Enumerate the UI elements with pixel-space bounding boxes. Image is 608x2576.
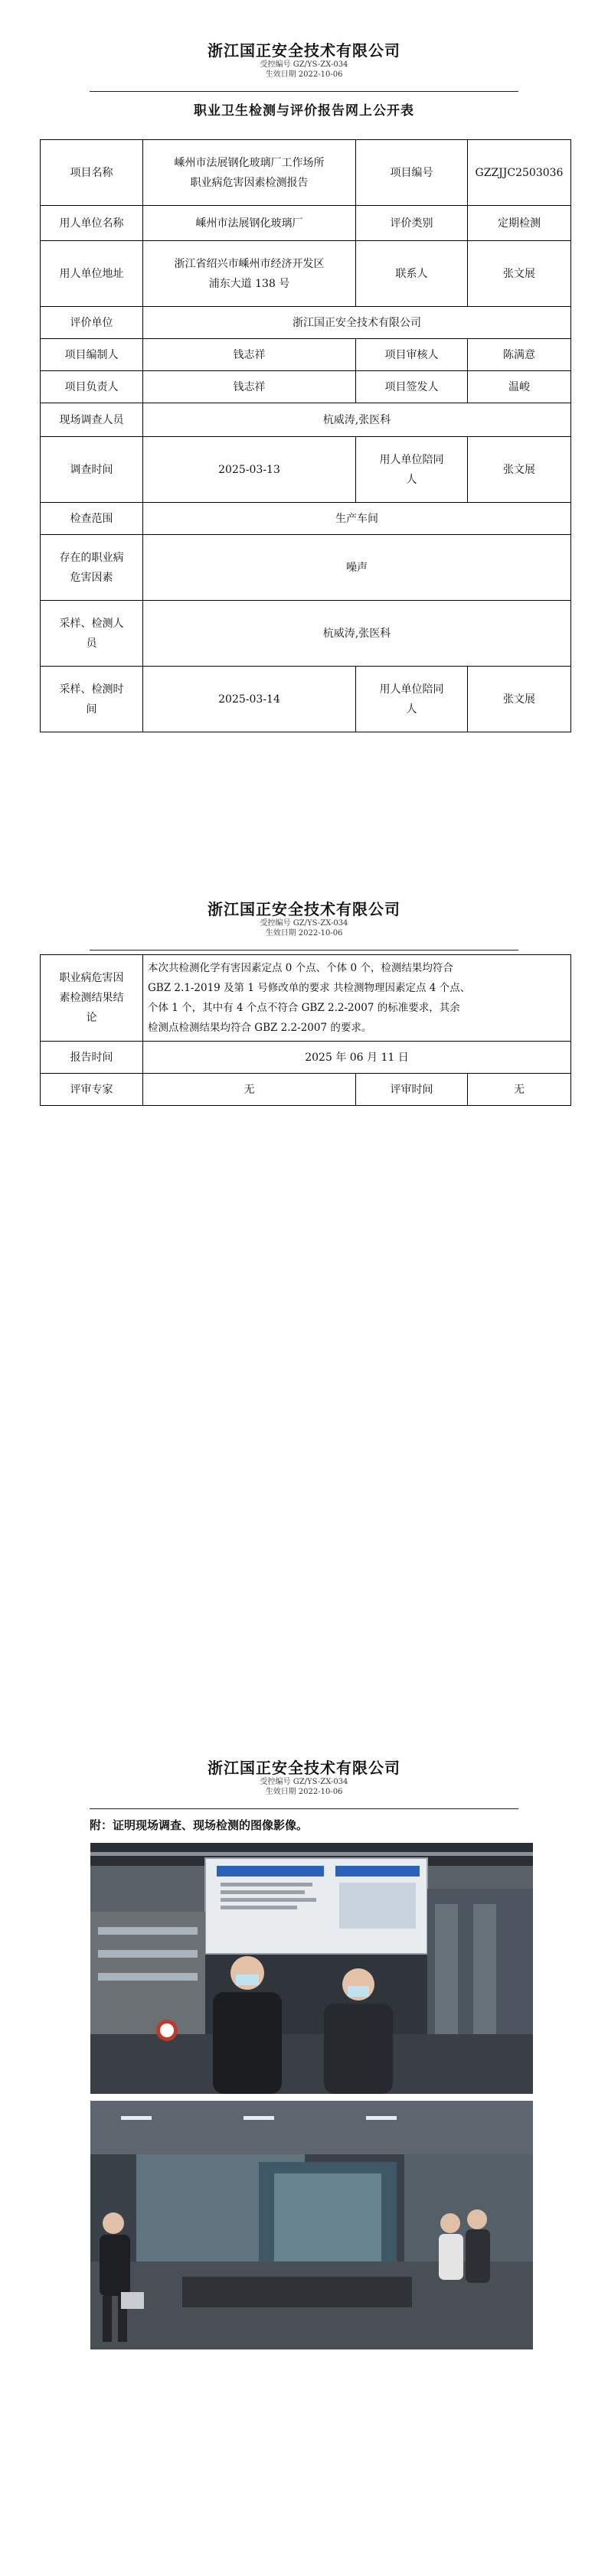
project-no-label: 项目编号	[356, 140, 468, 206]
page-header-2	[0, 900, 608, 938]
effective-date: 生效日期 2022-10-06	[265, 70, 343, 79]
table-row	[41, 140, 571, 206]
project-name-value	[143, 140, 356, 206]
site-survey-photo	[90, 1843, 533, 2094]
table-row	[41, 307, 571, 339]
conclusion-label-line: 职业病危害因	[59, 972, 124, 984]
table-row	[41, 437, 571, 503]
escort-label	[356, 437, 468, 503]
effective-date: 生效日期 2022-10-06	[265, 1788, 343, 1796]
page-title: 职业卫生检测与评价报告网上公开表	[194, 103, 414, 119]
address-label: 用人单位地址	[41, 241, 143, 307]
escort-label-line: 人	[406, 473, 417, 486]
control-number: 受控编号 GZ/YS-ZX-034	[260, 60, 348, 69]
samplers-label	[41, 601, 143, 667]
project-name-line: 嵊州市法展钢化玻璃厂工作场所	[174, 156, 325, 169]
survey-time-value: 2025-03-13	[143, 437, 356, 503]
review-time-value: 无	[468, 1074, 571, 1106]
hazards-label-line: 危害因素	[70, 571, 113, 584]
eval-unit-label: 评价单位	[41, 307, 143, 339]
reviewer-label: 项目审核人	[356, 339, 468, 371]
address-line: 浙江省绍兴市嵊州市经济开发区	[174, 257, 325, 270]
escort-value: 张文展	[468, 667, 571, 732]
header-rule	[90, 91, 518, 92]
conclusion-line: 检测点检测结果均符合 GBZ 2.2-2007 的要求。	[148, 1022, 372, 1034]
scope-value: 生产车间	[143, 503, 571, 535]
table-row	[41, 503, 571, 535]
review-time-label: 评审时间	[356, 1074, 468, 1106]
eval-type-label: 评价类别	[356, 206, 468, 241]
table-row	[41, 955, 571, 1042]
project-no-value: GZZJJC2503036	[468, 140, 571, 206]
table-row	[41, 535, 571, 601]
sampling-time-label-line: 采样、检测时	[59, 683, 124, 696]
sampling-time-label-line: 间	[86, 703, 97, 716]
table-row	[41, 241, 571, 307]
company-name: 浙江国正安全技术有限公司	[208, 1759, 400, 1777]
table-row	[41, 339, 571, 371]
samplers-value: 杭威涛,张医科	[143, 601, 571, 667]
escort-label-line: 用人单位陪同	[379, 683, 444, 696]
eval-type-value: 定期检测	[468, 206, 571, 241]
header-rule	[90, 950, 518, 951]
samplers-label-line: 采样、检测人	[59, 617, 124, 630]
contact-value: 张文展	[468, 241, 571, 307]
sampling-time-label	[41, 667, 143, 732]
escort-label-line: 人	[406, 703, 417, 716]
table-row	[41, 667, 571, 732]
conclusion-label-line: 素检测结果结	[59, 992, 124, 1004]
conclusion-line: 个体 1 个，其中有 4 个点不符合 GBZ 2.2-2007 的标准要求，其余	[148, 1002, 460, 1014]
company-name: 浙江国正安全技术有限公司	[208, 41, 400, 60]
conclusion-table	[40, 954, 571, 1106]
hazards-value: 噪声	[143, 535, 571, 601]
employer-value: 嵊州市法展钢化玻璃厂	[143, 206, 356, 241]
company-name: 浙江国正安全技术有限公司	[208, 900, 400, 918]
contact-label: 联系人	[356, 241, 468, 307]
attachment-note: 附：证明现场调查、现场检测的图像影像。	[90, 1818, 309, 1832]
escort-value: 张文展	[468, 437, 571, 503]
sampling-time-value: 2025-03-14	[143, 667, 356, 732]
conclusion-line: 本次共检测化学有害因素定点 0 个点、个体 0 个，检测结果均符合	[148, 962, 453, 974]
survey-time-label: 调查时间	[41, 437, 143, 503]
escort-label	[356, 667, 468, 732]
site-sampling-photo	[90, 2101, 533, 2349]
expert-label: 评审专家	[41, 1074, 143, 1106]
header-rule	[90, 1808, 518, 1809]
eval-unit-value: 浙江国正安全技术有限公司	[143, 307, 571, 339]
compiler-label: 项目编制人	[41, 339, 143, 371]
scope-label: 检查范围	[41, 503, 143, 535]
control-number: 受控编号 GZ/YS-ZX-034	[260, 1778, 348, 1786]
conclusion-line: GBZ 2.1-2019 及第 1 号修改单的要求 共检测物理因素定点 4 个点、	[148, 982, 471, 994]
table-row	[41, 403, 571, 437]
employer-label: 用人单位名称	[41, 206, 143, 241]
table-row	[41, 1042, 571, 1074]
hazards-label-line: 存在的职业病	[59, 551, 124, 564]
conclusion-label-line: 论	[86, 1012, 97, 1024]
hazards-label	[41, 535, 143, 601]
issuer-label: 项目签发人	[356, 371, 468, 403]
report-time-value: 2025 年 06 月 11 日	[143, 1042, 571, 1074]
address-line: 浦东大道 138 号	[208, 277, 290, 290]
expert-value: 无	[143, 1074, 356, 1106]
info-table	[40, 139, 571, 732]
table-row	[41, 206, 571, 241]
investigators-value: 杭威涛,张医科	[143, 403, 571, 437]
project-name-label: 项目名称	[41, 140, 143, 206]
table-row	[41, 1074, 571, 1106]
project-name-line: 职业病危害因素检测报告	[190, 176, 309, 189]
escort-label-line: 用人单位陪同	[379, 453, 444, 466]
table-row	[41, 371, 571, 403]
effective-date: 生效日期 2022-10-06	[265, 929, 343, 937]
investigators-label: 现场调查人员	[41, 403, 143, 437]
samplers-label-line: 员	[86, 637, 97, 650]
report-time-label: 报告时间	[41, 1042, 143, 1074]
table-row	[41, 601, 571, 667]
reviewer-value: 陈满意	[468, 339, 571, 371]
compiler-value: 钱志祥	[143, 339, 356, 371]
page-header-3	[0, 1759, 608, 1797]
leader-label: 项目负责人	[41, 371, 143, 403]
page-header-1	[0, 41, 608, 80]
conclusion-text	[143, 955, 571, 1042]
conclusion-label	[41, 955, 143, 1042]
leader-value: 钱志祥	[143, 371, 356, 403]
control-number: 受控编号 GZ/YS-ZX-034	[260, 919, 348, 928]
address-value	[143, 241, 356, 307]
issuer-value: 温峻	[468, 371, 571, 403]
